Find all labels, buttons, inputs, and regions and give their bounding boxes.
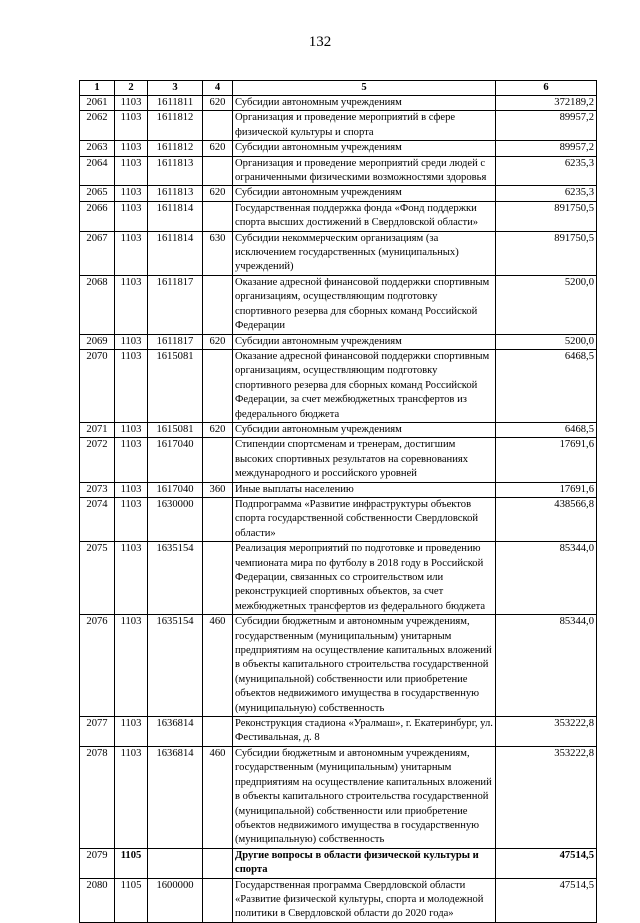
header-cell: 4 [203, 81, 233, 96]
target-code-cell: 1611813 [148, 186, 203, 201]
expense-type-cell [203, 201, 233, 231]
row-number-cell: 2080 [80, 878, 115, 922]
amount-cell: 6235,3 [496, 156, 597, 186]
amount-cell: 353222,8 [496, 717, 597, 747]
target-code-cell: 1611814 [148, 201, 203, 231]
target-code-cell: 1615081 [148, 349, 203, 422]
amount-cell: 17691,6 [496, 482, 597, 497]
section-code-cell: 1105 [115, 848, 148, 878]
item-name-cell: Организация и проведение мероприятий среди людей с ограниченными физическими возможностями здоровья [233, 156, 496, 186]
target-code-cell: 1611811 [148, 96, 203, 111]
item-name-cell: Субсидии бюджетным и автономным учреждениям, государственным (муниципальным) унитарным предприятиям на осуществление капитальных вложений в объекты капитального строительства государственной (муниципальной) собственности или приобретение объектов недвижимого имущества в государственную (муниципальную) собственность [233, 615, 496, 717]
amount-cell: 5200,0 [496, 275, 597, 334]
row-number-cell: 2072 [80, 438, 115, 482]
table-row [80, 349, 597, 422]
table-row [80, 615, 597, 717]
item-name-cell: Стипендии спортсменам и тренерам, достигшим высоких спортивных результатов на соревнованиях международного и российского уровней [233, 438, 496, 482]
section-code-cell: 1103 [115, 156, 148, 186]
table-header-row [80, 81, 597, 96]
expense-type-cell: 620 [203, 422, 233, 437]
expense-type-cell [203, 156, 233, 186]
target-code-cell: 1630000 [148, 497, 203, 541]
target-code-cell [148, 848, 203, 878]
expense-type-cell [203, 349, 233, 422]
amount-cell: 85344,0 [496, 615, 597, 717]
item-name-cell: Субсидии некоммерческим организациям (за исключением государственных (муниципальных) учреждений) [233, 231, 496, 275]
section-code-cell: 1105 [115, 878, 148, 922]
expense-type-cell: 620 [203, 96, 233, 111]
target-code-cell: 1636814 [148, 717, 203, 747]
target-code-cell: 1611814 [148, 231, 203, 275]
row-number-cell: 2063 [80, 141, 115, 156]
expense-type-cell [203, 848, 233, 878]
table-row [80, 482, 597, 497]
item-name-cell: Государственная программа Свердловской области «Развитие физической культуры, спорта и молодежной политики в Свердловской области до 2020 года» [233, 878, 496, 922]
row-number-cell: 2075 [80, 542, 115, 615]
section-code-cell: 1103 [115, 497, 148, 541]
item-name-cell: Субсидии автономным учреждениям [233, 186, 496, 201]
expense-type-cell [203, 878, 233, 922]
section-code-cell: 1103 [115, 542, 148, 615]
header-cell: 6 [496, 81, 597, 96]
header-cell: 3 [148, 81, 203, 96]
target-code-cell: 1615081 [148, 422, 203, 437]
table-row [80, 111, 597, 141]
header-cell: 2 [115, 81, 148, 96]
item-name-cell: Реализация мероприятий по подготовке и проведению чемпионата мира по футболу в 2018 году в Российской Федерации, связанных со строительством или реконструкцией спортивных объектов, за счет межбюджетных трансфертов из федерального бюджета [233, 542, 496, 615]
row-number-cell: 2066 [80, 201, 115, 231]
section-code-cell: 1103 [115, 615, 148, 717]
item-name-cell: Другие вопросы в области физической культуры и спорта [233, 848, 496, 878]
expense-type-cell [203, 497, 233, 541]
table-row [80, 334, 597, 349]
target-code-cell: 1611817 [148, 334, 203, 349]
target-code-cell: 1600000 [148, 878, 203, 922]
row-number-cell: 2065 [80, 186, 115, 201]
expense-type-cell [203, 438, 233, 482]
item-name-cell: Организация и проведение мероприятий в сфере физической культуры и спорта [233, 111, 496, 141]
row-number-cell: 2070 [80, 349, 115, 422]
target-code-cell: 1635154 [148, 615, 203, 717]
page-number: 132 [308, 34, 332, 50]
target-code-cell: 1611817 [148, 275, 203, 334]
amount-cell: 372189,2 [496, 96, 597, 111]
table-row [80, 96, 597, 111]
table-row [80, 275, 597, 334]
row-number-cell: 2064 [80, 156, 115, 186]
row-number-cell: 2077 [80, 717, 115, 747]
expense-type-cell: 360 [203, 482, 233, 497]
target-code-cell: 1617040 [148, 482, 203, 497]
table-row [80, 878, 597, 922]
section-code-cell: 1103 [115, 438, 148, 482]
target-code-cell: 1611813 [148, 156, 203, 186]
item-name-cell: Субсидии бюджетным и автономным учреждениям, государственным (муниципальным) унитарным предприятиям на осуществление капитальных вложений в объекты капитального строительства государственной (муниципальной) собственности или приобретение объектов недвижимого имущества в государственную (муниципальную) собственность [233, 746, 496, 848]
target-code-cell: 1635154 [148, 542, 203, 615]
section-code-cell: 1103 [115, 275, 148, 334]
amount-cell: 353222,8 [496, 746, 597, 848]
table-row [80, 156, 597, 186]
target-code-cell: 1611812 [148, 111, 203, 141]
amount-cell: 6235,3 [496, 186, 597, 201]
expense-type-cell: 460 [203, 746, 233, 848]
amount-cell: 438566,8 [496, 497, 597, 541]
table-row [80, 717, 597, 747]
table-row [80, 186, 597, 201]
row-number-cell: 2078 [80, 746, 115, 848]
item-name-cell: Иные выплаты населению [233, 482, 496, 497]
expense-type-cell [203, 275, 233, 334]
section-code-cell: 1103 [115, 111, 148, 141]
table-row [80, 422, 597, 437]
target-code-cell: 1617040 [148, 438, 203, 482]
section-code-cell: 1103 [115, 334, 148, 349]
table-body [80, 96, 597, 923]
amount-cell: 6468,5 [496, 349, 597, 422]
row-number-cell: 2071 [80, 422, 115, 437]
section-code-cell: 1103 [115, 482, 148, 497]
expense-type-cell [203, 717, 233, 747]
section-code-cell: 1103 [115, 231, 148, 275]
item-name-cell: Оказание адресной финансовой поддержки спортивным организациям, осуществляющим подготовку спортивного резерва для сборных команд Российской Федерации [233, 275, 496, 334]
table-row [80, 497, 597, 541]
item-name-cell: Субсидии автономным учреждениям [233, 96, 496, 111]
item-name-cell: Субсидии автономным учреждениям [233, 141, 496, 156]
amount-cell: 47514,5 [496, 878, 597, 922]
table-row [80, 231, 597, 275]
row-number-cell: 2074 [80, 497, 115, 541]
row-number-cell: 2068 [80, 275, 115, 334]
item-name-cell: Оказание адресной финансовой поддержки спортивным организациям, осуществляющим подготовку спортивного резерва для сборных команд Российской Федерации, за счет межбюджетных трансфертов из федерального бюджета [233, 349, 496, 422]
expense-type-cell: 620 [203, 334, 233, 349]
item-name-cell: Государственная поддержка фонда «Фонд поддержки спорта высших достижений в Свердловской области» [233, 201, 496, 231]
section-code-cell: 1103 [115, 141, 148, 156]
amount-cell: 891750,5 [496, 201, 597, 231]
expense-type-cell: 620 [203, 141, 233, 156]
section-code-cell: 1103 [115, 96, 148, 111]
row-number-cell: 2073 [80, 482, 115, 497]
expense-type-cell: 620 [203, 186, 233, 201]
header-cell: 1 [80, 81, 115, 96]
target-code-cell: 1611812 [148, 141, 203, 156]
section-code-cell: 1103 [115, 746, 148, 848]
section-code-cell: 1103 [115, 349, 148, 422]
amount-cell: 5200,0 [496, 334, 597, 349]
item-name-cell: Субсидии автономным учреждениям [233, 334, 496, 349]
table-row [80, 746, 597, 848]
item-name-cell: Реконструкция стадиона «Уралмаш», г. Екатеринбург, ул. Фестивальная, д. 8 [233, 717, 496, 747]
amount-cell: 85344,0 [496, 542, 597, 615]
item-name-cell: Субсидии автономным учреждениям [233, 422, 496, 437]
row-number-cell: 2067 [80, 231, 115, 275]
amount-cell: 891750,5 [496, 231, 597, 275]
expense-type-cell: 630 [203, 231, 233, 275]
target-code-cell: 1636814 [148, 746, 203, 848]
table-row [80, 141, 597, 156]
expense-type-cell: 460 [203, 615, 233, 717]
section-code-cell: 1103 [115, 422, 148, 437]
expense-type-cell [203, 111, 233, 141]
budget-table [79, 80, 597, 923]
table-row [80, 201, 597, 231]
row-number-cell: 2069 [80, 334, 115, 349]
expense-type-cell [203, 542, 233, 615]
row-number-cell: 2076 [80, 615, 115, 717]
section-code-cell: 1103 [115, 201, 148, 231]
header-cell: 5 [233, 81, 496, 96]
section-code-cell: 1103 [115, 186, 148, 201]
amount-cell: 89957,2 [496, 111, 597, 141]
row-number-cell: 2062 [80, 111, 115, 141]
amount-cell: 6468,5 [496, 422, 597, 437]
table-row [80, 542, 597, 615]
section-code-cell: 1103 [115, 717, 148, 747]
table-row [80, 438, 597, 482]
row-number-cell: 2079 [80, 848, 115, 878]
amount-cell: 17691,6 [496, 438, 597, 482]
table-row [80, 848, 597, 878]
amount-cell: 47514,5 [496, 848, 597, 878]
item-name-cell: Подпрограмма «Развитие инфраструктуры объектов спорта государственной собственности Свердловской области» [233, 497, 496, 541]
row-number-cell: 2061 [80, 96, 115, 111]
amount-cell: 89957,2 [496, 141, 597, 156]
